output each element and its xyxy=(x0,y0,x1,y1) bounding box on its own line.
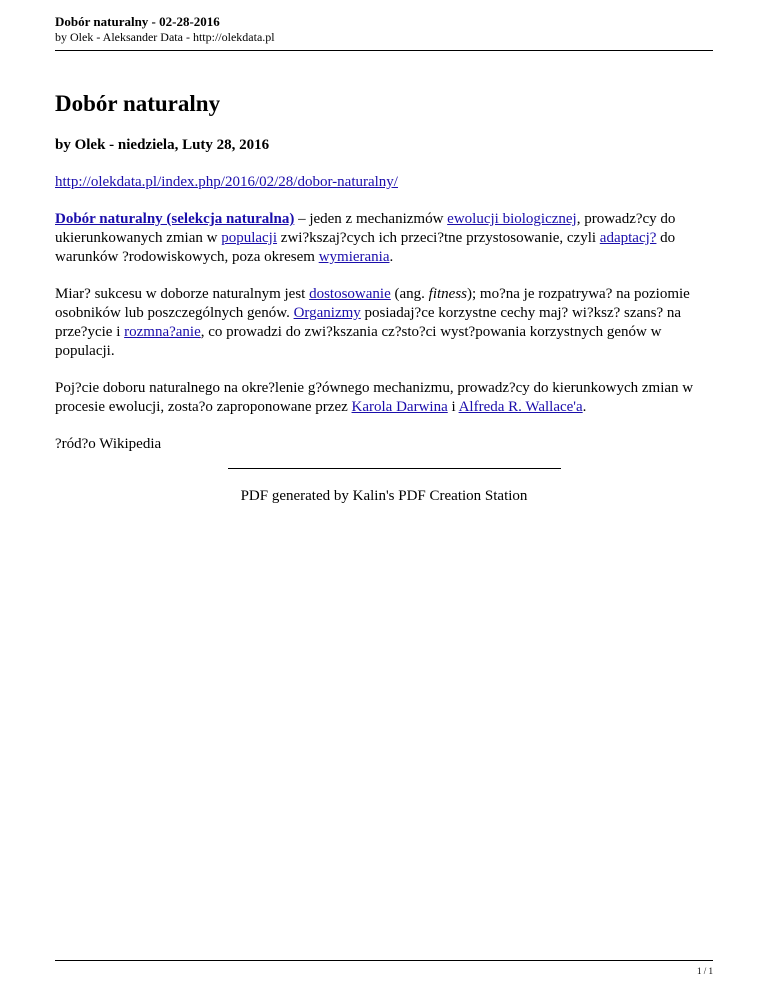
term-fitness: fitness xyxy=(428,286,468,302)
p1-text-3: zwi?kszaj?cych ich przeci?tne przystosowanie, czyli xyxy=(277,230,600,246)
page-number: 1 / 1 xyxy=(696,966,713,976)
page-header xyxy=(55,14,713,45)
link-ewolucji-biologicznej[interactable]: ewolucji biologicznej xyxy=(447,211,577,227)
p3-text-2: i xyxy=(447,399,459,415)
p1-text-5: . xyxy=(389,249,394,265)
link-alfreda-wallace[interactable]: Alfreda R. Wallace'a xyxy=(458,399,583,415)
generated-by-note: PDF generated by Kalin's PDF Creation Station xyxy=(240,488,528,504)
link-rozmnazanie[interactable]: rozmna?anie xyxy=(124,324,201,340)
paragraph-3 xyxy=(55,379,713,417)
link-adaptacji[interactable]: adaptacj? xyxy=(599,230,657,246)
link-dostosowanie[interactable]: dostosowanie xyxy=(309,286,391,302)
p1-text-1: – jeden z mechanizmów xyxy=(294,211,448,227)
header-title: Dobór naturalny - 02-28-2016 xyxy=(55,14,220,29)
p1-text-4: do warunków ?rodowiskowych, poza okresem xyxy=(55,230,676,265)
article-permalink[interactable]: http://olekdata.pl/index.php/2016/02/28/dobor-naturalny/ xyxy=(55,174,398,190)
p1-text-2: , prowadz?cy do ukierunkowanych zmian w xyxy=(55,211,676,246)
header-subtitle: by Olek - Aleksander Data - http://olekdata.pl xyxy=(55,30,275,44)
footer-separator xyxy=(228,468,561,469)
article-byline: by Olek - niedziela, Luty 28, 2016 xyxy=(55,137,270,153)
link-dobor-naturalny[interactable]: Dobór naturalny (selekcja naturalna) xyxy=(55,211,295,227)
p3-text-1: Poj?cie doboru naturalnego na okre?lenie g?ównego mechanizmu, prowadz?cy do kierunkowych zmian w procesie ewolucji, zosta?o zaproponowane przez xyxy=(55,380,694,415)
link-organizmy[interactable]: Organizmy xyxy=(293,305,361,321)
link-populacji[interactable]: populacji xyxy=(221,230,278,246)
link-karola-darwina[interactable]: Karola Darwina xyxy=(351,399,448,415)
source-note: ?ród?o Wikipedia xyxy=(55,436,162,452)
paragraph-1 xyxy=(55,210,713,267)
paragraph-2 xyxy=(55,285,713,361)
p2-text-2: (ang. xyxy=(390,286,429,302)
p3-text-3: . xyxy=(582,399,587,415)
p2-text-5: , co prowadzi do zwi?kszania cz?sto?ci wyst?powania korzystnych genów w populacji. xyxy=(55,324,662,359)
p2-text-3: ); mo?na je rozpatrywa? na poziomie osobników lub poszczególnych genów. xyxy=(55,286,690,321)
article-title: Dobór naturalny xyxy=(55,91,221,116)
header-divider xyxy=(55,50,713,51)
p2-text-4: posiadaj?ce korzystne cechy maj? wi?ksz? szans? na prze?ycie i xyxy=(55,305,682,340)
link-wymierania[interactable]: wymierania xyxy=(318,249,390,265)
article-body xyxy=(55,90,713,454)
p2-text-1: Miar? sukcesu w doborze naturalnym jest xyxy=(55,286,310,302)
footer-divider xyxy=(55,960,713,961)
